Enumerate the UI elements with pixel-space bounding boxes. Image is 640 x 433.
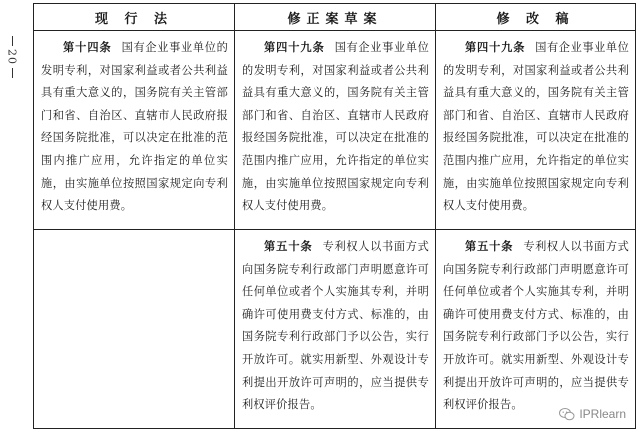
article-text: 专利权人以书面方式向国务院专利行政部门声明愿意许可任何单位或者个人实施其专利，并明确许可使用费支付方式、标准的，由国务院专利行政部门予以公告，实行开放许可。就实用新型、外观设计专利提出开放许可声明的，应当提供专利权评价报告。 (443, 240, 629, 412)
article-text: 国有企业事业单位的发明专利，对国家利益或者公共利益具有重大意义的，国务院有关主管部门和省、自治区、直辖市人民政府报经国务院批准，可以决定在批准的范围内推广应用，允许指定的单位实施，由实施单位按照国家规定向专利权人支付使用费。 (242, 41, 429, 213)
article-number: 第四十九条 (264, 41, 325, 54)
article-number: 第四十九条 (465, 41, 526, 54)
cell-draft-amendment (235, 31, 436, 230)
article-text: 国有企业事业单位的发明专利，对国家利益或者公共利益具有重大意义的，国务院有关主管部门和省、自治区、直辖市人民政府报经国务院批准，可以决定在批准的范围内推广应用，允许指定的单位实施，由实施单位按照国家规定向专利权人支付使用费。 (41, 41, 228, 213)
article-number: 第十四条 (63, 41, 112, 54)
watermark-text: IPRlearn (579, 407, 626, 421)
page-number-rule-top (12, 36, 13, 46)
cell-current-law (34, 230, 235, 429)
watermark (559, 407, 626, 421)
cell-draft-amendment (235, 230, 436, 429)
article-number: 第五十条 (465, 240, 514, 253)
comparison-table (33, 3, 636, 429)
cell-revised-draft (436, 31, 636, 230)
cell-body (437, 32, 634, 218)
cell-body (236, 32, 434, 218)
article-text: 专利权人以书面方式向国务院专利行政部门声明愿意许可任何单位或者个人实施其专利，并明确许可使用费支付方式、标准的，由国务院专利行政部门予以公告，实行开放许可。就实用新型、外观设计专利提出开放许可声明的，应当提供专利权评价报告。 (242, 240, 429, 412)
wechat-icon (559, 408, 575, 421)
cell-current-law (34, 31, 235, 230)
header-revised-draft: 修 改 稿 (436, 4, 636, 31)
header-current-law: 现 行 法 (34, 4, 235, 31)
article-number: 第五十条 (264, 240, 313, 253)
table-row (34, 230, 636, 429)
page-number-rule-bottom (12, 68, 13, 78)
table-row (34, 31, 636, 230)
table-header-row (34, 4, 636, 31)
cell-body (35, 231, 233, 236)
header-draft-amendment: 修正案草案 (235, 4, 436, 31)
cell-body (437, 231, 634, 417)
page-number-text: 20 (5, 49, 19, 65)
cell-body (35, 32, 233, 218)
page-number (4, 36, 20, 96)
cell-revised-draft (436, 230, 636, 429)
article-text: 国有企业事业单位的发明专利，对国家利益或者公共利益具有重大意义的，国务院有关主管部门和省、自治区、直辖市人民政府报经国务院批准，可以决定在批准的范围内推广应用，允许指定的单位实施，由实施单位按照国家规定向专利权人支付使用费。 (443, 41, 629, 213)
cell-body (236, 231, 434, 417)
